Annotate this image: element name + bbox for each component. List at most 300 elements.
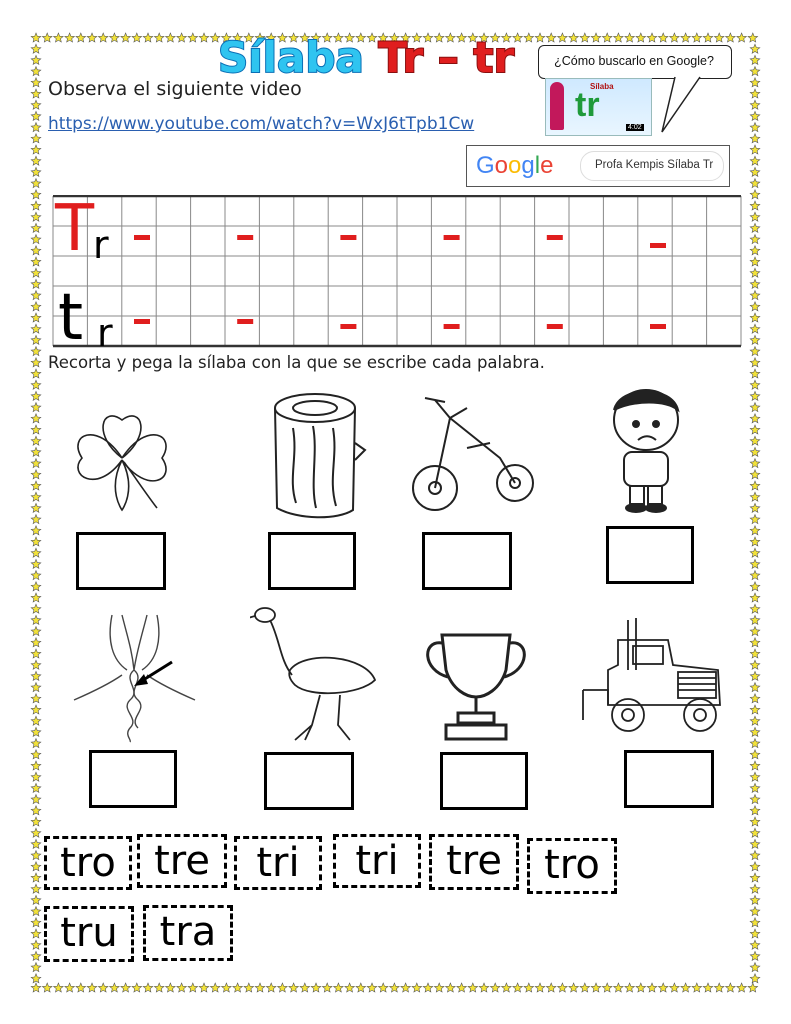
- border-star: [31, 537, 41, 546]
- border-star: [31, 627, 41, 636]
- border-star: [636, 983, 646, 992]
- border-star: [703, 983, 713, 992]
- border-star: [222, 983, 232, 992]
- border-star: [748, 33, 758, 42]
- tracing-dash: [134, 235, 150, 240]
- border-star: [750, 671, 760, 680]
- border-star: [750, 268, 760, 277]
- syllable-chip[interactable]: tre: [137, 834, 227, 888]
- tracing-small-letter-1: r: [93, 223, 109, 267]
- ostrich-picture: [250, 600, 390, 750]
- title-lower: tr: [473, 33, 515, 82]
- border-star: [54, 983, 64, 992]
- border-star: [750, 851, 760, 860]
- border-star: [750, 470, 760, 479]
- border-star: [31, 571, 41, 580]
- border-star: [602, 983, 612, 992]
- border-star: [750, 873, 760, 882]
- border-star: [750, 716, 760, 725]
- border-star: [31, 828, 41, 837]
- border-star: [31, 257, 41, 266]
- border-star: [98, 33, 108, 42]
- border-star: [569, 983, 579, 992]
- border-star: [750, 190, 760, 199]
- answer-box-truck[interactable]: [624, 750, 714, 808]
- border-star: [750, 559, 760, 568]
- border-star: [132, 33, 142, 42]
- border-star: [750, 705, 760, 714]
- border-star: [31, 772, 41, 781]
- border-star: [750, 783, 760, 792]
- border-star: [457, 983, 467, 992]
- border-star: [31, 167, 41, 176]
- syllable-chip[interactable]: tri: [333, 834, 421, 888]
- border-star: [546, 983, 556, 992]
- border-star: [750, 884, 760, 893]
- search-query: Profa Kempis Sílaba Tr: [595, 159, 714, 171]
- border-star: [31, 515, 41, 524]
- border-star: [31, 67, 41, 76]
- border-star: [750, 436, 760, 445]
- border-star: [31, 918, 41, 927]
- border-star: [233, 983, 243, 992]
- border-star: [625, 983, 635, 992]
- border-star: [31, 705, 41, 714]
- border-star: [31, 111, 41, 120]
- border-star: [750, 727, 760, 736]
- border-star: [750, 515, 760, 524]
- border-star: [31, 974, 41, 983]
- border-star: [76, 983, 86, 992]
- border-star: [750, 862, 760, 871]
- tracing-dash: [444, 235, 460, 240]
- border-star: [31, 526, 41, 535]
- border-star: [703, 33, 713, 42]
- border-star: [31, 89, 41, 98]
- border-star: [289, 983, 299, 992]
- border-star: [524, 33, 534, 42]
- thumbnail-caption: Sílaba: [590, 82, 614, 91]
- border-star: [750, 761, 760, 770]
- border-star: [750, 123, 760, 132]
- border-star: [110, 33, 120, 42]
- tracing-big-letter-2: t: [58, 281, 84, 355]
- border-star: [31, 347, 41, 356]
- border-star: [750, 582, 760, 591]
- border-star: [726, 983, 736, 992]
- border-star: [390, 983, 400, 992]
- clover-picture: [62, 400, 182, 515]
- border-star: [750, 593, 760, 602]
- border-star: [31, 873, 41, 882]
- border-star: [750, 839, 760, 848]
- border-star: [750, 414, 760, 423]
- border-star: [98, 983, 108, 992]
- border-star: [31, 447, 41, 456]
- border-star: [569, 33, 579, 42]
- border-star: [31, 951, 41, 960]
- border-star: [750, 492, 760, 501]
- border-star: [31, 459, 41, 468]
- border-star: [750, 918, 760, 927]
- border-star: [750, 100, 760, 109]
- border-star: [31, 548, 41, 557]
- border-star: [31, 940, 41, 949]
- border-star: [524, 983, 534, 992]
- border-star: [356, 983, 366, 992]
- border-star: [714, 983, 724, 992]
- google-logo-letter: o: [494, 152, 509, 179]
- border-star: [750, 694, 760, 703]
- syllable-chip[interactable]: tre: [429, 834, 519, 890]
- border-star: [31, 783, 41, 792]
- border-star: [750, 481, 760, 490]
- border-star: [31, 761, 41, 770]
- border-star: [166, 983, 176, 992]
- border-star: [31, 268, 41, 277]
- border-star: [750, 291, 760, 300]
- border-star: [31, 358, 41, 367]
- sad-boy-picture: [600, 380, 692, 520]
- border-star: [513, 33, 523, 42]
- border-star: [750, 145, 760, 154]
- border-star: [87, 983, 97, 992]
- border-star: [750, 425, 760, 434]
- answer-box-ostrich[interactable]: [264, 752, 354, 810]
- truck-picture: [578, 610, 728, 745]
- border-star: [750, 44, 760, 53]
- border-star: [750, 503, 760, 512]
- border-star: [31, 223, 41, 232]
- title-prefix: Sílaba: [218, 33, 379, 82]
- border-star: [31, 436, 41, 445]
- video-link[interactable]: https://www.youtube.com/watch?v=WxJ6tTpb1Cw: [48, 114, 475, 134]
- border-star: [199, 33, 209, 42]
- border-star: [278, 983, 288, 992]
- answer-box-clover[interactable]: [76, 532, 166, 590]
- border-star: [31, 33, 41, 42]
- activity-instruction: Recorta y pega la sílaba con la que se escribe cada palabra.: [48, 353, 545, 372]
- border-star: [154, 33, 164, 42]
- border-star: [31, 851, 41, 860]
- border-star: [750, 179, 760, 188]
- border-star: [647, 33, 657, 42]
- border-star: [580, 983, 590, 992]
- border-star: [188, 983, 198, 992]
- border-star: [266, 983, 276, 992]
- border-star: [502, 983, 512, 992]
- border-star: [31, 414, 41, 423]
- border-star: [244, 983, 254, 992]
- border-star: [434, 983, 444, 992]
- border-star: [31, 324, 41, 333]
- border-star: [546, 33, 556, 42]
- border-star: [602, 33, 612, 42]
- tracing-dash: [237, 319, 253, 324]
- border-star: [750, 974, 760, 983]
- answer-box-braid[interactable]: [89, 750, 177, 808]
- syllable-chip[interactable]: tro: [527, 838, 617, 894]
- border-star: [31, 503, 41, 512]
- border-star: [748, 983, 758, 992]
- border-star: [750, 324, 760, 333]
- border-star: [31, 671, 41, 680]
- border-star: [692, 33, 702, 42]
- border-star: [423, 983, 433, 992]
- border-star: [750, 895, 760, 904]
- border-star: [750, 929, 760, 938]
- border-star: [31, 391, 41, 400]
- border-star: [31, 190, 41, 199]
- border-star: [750, 638, 760, 647]
- border-star: [31, 806, 41, 815]
- border-star: [750, 526, 760, 535]
- border-star: [750, 795, 760, 804]
- border-star: [750, 907, 760, 916]
- border-star: [750, 571, 760, 580]
- border-star: [300, 983, 310, 992]
- border-star: [31, 739, 41, 748]
- tracing-dash: [340, 235, 356, 240]
- border-star: [143, 33, 153, 42]
- border-star: [31, 156, 41, 165]
- border-star: [636, 33, 646, 42]
- border-star: [31, 884, 41, 893]
- google-logo-letter: e: [540, 152, 554, 179]
- border-star: [750, 369, 760, 378]
- border-star: [750, 963, 760, 972]
- border-star: [31, 403, 41, 412]
- border-star: [31, 179, 41, 188]
- border-star: [54, 33, 64, 42]
- syllable-chip[interactable]: tro: [44, 836, 132, 890]
- border-star: [670, 983, 680, 992]
- syllable-chip[interactable]: tru: [44, 906, 134, 962]
- border-star: [31, 683, 41, 692]
- border-star: [166, 33, 176, 42]
- border-star: [31, 123, 41, 132]
- border-star: [31, 235, 41, 244]
- border-star: [750, 649, 760, 658]
- border-star: [31, 492, 41, 501]
- border-star: [750, 78, 760, 87]
- answer-box-tree-trunk[interactable]: [268, 532, 356, 590]
- border-star: [65, 33, 75, 42]
- border-star: [31, 212, 41, 221]
- border-star: [750, 257, 760, 266]
- border-star: [681, 33, 691, 42]
- border-star: [31, 929, 41, 938]
- border-star: [31, 862, 41, 871]
- border-star: [750, 548, 760, 557]
- border-star: [750, 358, 760, 367]
- border-star: [31, 983, 41, 992]
- border-star: [750, 772, 760, 781]
- border-star: [658, 33, 668, 42]
- border-star: [311, 983, 321, 992]
- border-star: [31, 963, 41, 972]
- border-star: [737, 983, 747, 992]
- title-upper: Tr: [378, 33, 424, 82]
- border-star: [31, 302, 41, 311]
- border-star: [31, 201, 41, 210]
- border-star: [750, 212, 760, 221]
- trophy-picture: [420, 625, 532, 745]
- border-star: [31, 279, 41, 288]
- border-star: [750, 459, 760, 468]
- border-star: [31, 649, 41, 658]
- border-star: [31, 694, 41, 703]
- tree-trunk-picture: [268, 388, 368, 523]
- border-star: [647, 983, 657, 992]
- border-star: [65, 983, 75, 992]
- border-star: [614, 983, 624, 992]
- tracing-big-letter-1: T: [55, 192, 95, 266]
- border-star: [750, 683, 760, 692]
- border-star: [87, 33, 97, 42]
- border-star: [412, 983, 422, 992]
- border-star: [750, 201, 760, 210]
- tracing-dash: [134, 319, 150, 324]
- border-star: [750, 380, 760, 389]
- border-star: [31, 582, 41, 591]
- border-star: [750, 55, 760, 64]
- border-star: [750, 391, 760, 400]
- border-star: [468, 983, 478, 992]
- tracing-dash: [547, 235, 563, 240]
- border-star: [154, 983, 164, 992]
- border-star: [31, 380, 41, 389]
- border-star: [401, 983, 411, 992]
- border-star: [177, 33, 187, 42]
- border-star: [31, 593, 41, 602]
- border-star: [31, 604, 41, 613]
- border-star: [750, 335, 760, 344]
- tracing-dash: [547, 324, 563, 329]
- google-logo-letter: G: [476, 152, 495, 179]
- border-star: [31, 638, 41, 647]
- border-star: [750, 806, 760, 815]
- border-star: [132, 983, 142, 992]
- border-star: [42, 33, 52, 42]
- answer-box-trophy[interactable]: [440, 752, 528, 810]
- border-star: [614, 33, 624, 42]
- border-star: [750, 447, 760, 456]
- border-star: [658, 983, 668, 992]
- speech-bubble-tail: [650, 76, 710, 136]
- google-logo-letter: l: [534, 152, 541, 179]
- border-star: [750, 940, 760, 949]
- border-star: [31, 145, 41, 154]
- border-star: [750, 167, 760, 176]
- tracing-grid: [52, 192, 742, 355]
- tracing-dash: [237, 235, 253, 240]
- border-star: [681, 983, 691, 992]
- video-instruction: Observa el siguiente video: [48, 78, 302, 100]
- border-star: [31, 727, 41, 736]
- border-star: [121, 33, 131, 42]
- border-star: [31, 44, 41, 53]
- border-star: [750, 246, 760, 255]
- border-star: [750, 302, 760, 311]
- border-star: [31, 335, 41, 344]
- speech-bubble-text: ¿Cómo buscarlo en Google?: [554, 54, 714, 68]
- thumbnail-big-text: tr: [575, 86, 600, 124]
- border-star: [210, 983, 220, 992]
- border-star: [31, 817, 41, 826]
- border-star: [750, 615, 760, 624]
- border-star: [31, 78, 41, 87]
- google-logo-letter: o: [508, 152, 522, 179]
- border-star: [737, 33, 747, 42]
- tracing-dash: [650, 243, 666, 248]
- title-dash: –: [423, 33, 474, 82]
- border-star: [446, 983, 456, 992]
- border-star: [750, 750, 760, 759]
- border-star: [31, 660, 41, 669]
- border-star: [670, 33, 680, 42]
- tricycle-picture: [405, 388, 540, 523]
- border-star: [750, 156, 760, 165]
- border-star: [535, 983, 545, 992]
- border-star: [110, 983, 120, 992]
- border-star: [692, 983, 702, 992]
- google-logo: [476, 151, 553, 181]
- border-star: [31, 246, 41, 255]
- border-star: [591, 983, 601, 992]
- border-star: [750, 817, 760, 826]
- border-star: [31, 750, 41, 759]
- border-star: [121, 983, 131, 992]
- border-star: [31, 291, 41, 300]
- border-star: [31, 313, 41, 322]
- border-star: [322, 983, 332, 992]
- border-star: [726, 33, 736, 42]
- border-star: [42, 983, 52, 992]
- answer-box-tricycle[interactable]: [422, 532, 512, 590]
- tracing-dash: [444, 324, 460, 329]
- border-star: [750, 828, 760, 837]
- border-star: [31, 795, 41, 804]
- border-star: [367, 983, 377, 992]
- border-star: [199, 983, 209, 992]
- syllable-chip[interactable]: tri: [234, 836, 322, 890]
- border-star: [558, 983, 568, 992]
- border-star: [31, 907, 41, 916]
- border-star: [625, 33, 635, 42]
- border-star: [177, 983, 187, 992]
- border-star: [750, 89, 760, 98]
- border-star: [479, 983, 489, 992]
- border-star: [31, 425, 41, 434]
- answer-box-sad-boy[interactable]: [606, 526, 694, 584]
- tracing-dash: [340, 324, 356, 329]
- border-star: [750, 111, 760, 120]
- border-star: [31, 839, 41, 848]
- border-star: [31, 716, 41, 725]
- border-star: [378, 983, 388, 992]
- border-star: [558, 33, 568, 42]
- border-star: [750, 951, 760, 960]
- border-star: [750, 739, 760, 748]
- border-star: [31, 134, 41, 143]
- border-star: [750, 279, 760, 288]
- border-star: [750, 347, 760, 356]
- border-star: [490, 983, 500, 992]
- border-star: [714, 33, 724, 42]
- border-star: [255, 983, 265, 992]
- syllable-chip[interactable]: tra: [143, 905, 233, 961]
